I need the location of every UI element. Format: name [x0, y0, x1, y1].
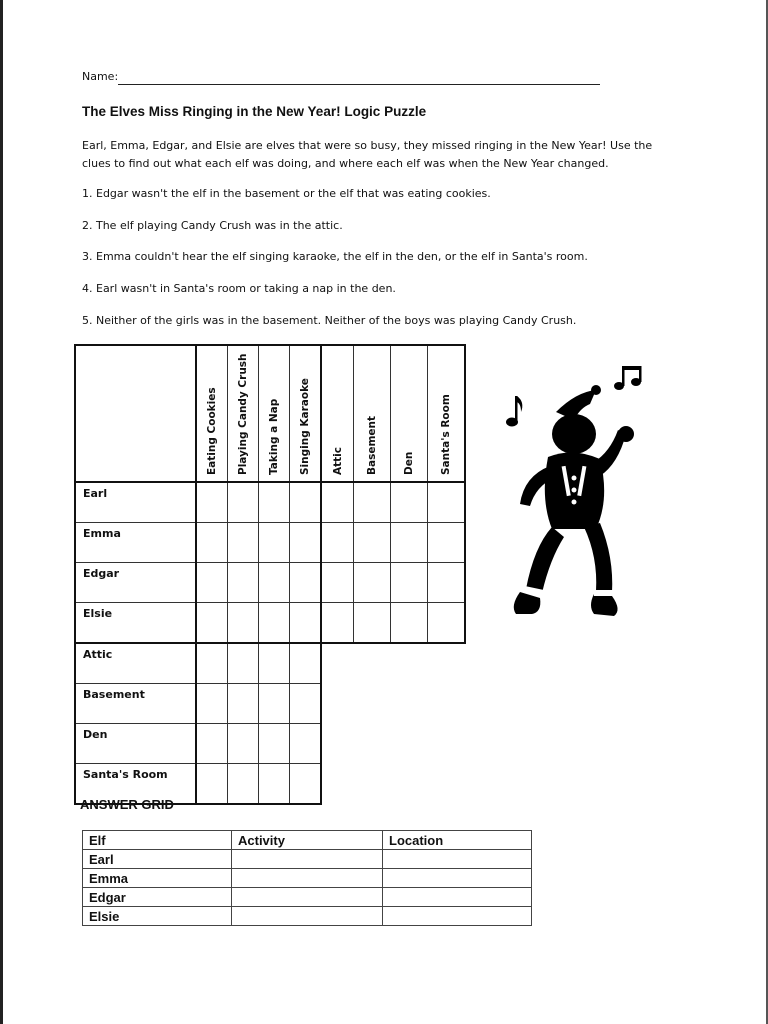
grid-cell[interactable] — [196, 603, 228, 644]
grid-cell[interactable] — [290, 482, 322, 523]
grid-cell[interactable] — [354, 563, 391, 603]
grid-cell[interactable] — [391, 563, 428, 603]
col-singing-karaoke: Singing Karaoke — [290, 345, 322, 482]
grid-corner — [75, 345, 196, 482]
grid-cell[interactable] — [354, 523, 391, 563]
answer-activity-cell[interactable] — [232, 850, 383, 869]
row-edgar: Edgar — [75, 563, 196, 603]
answer-header-location: Location — [383, 831, 532, 850]
grid-cell[interactable] — [428, 563, 466, 603]
grid-cell[interactable] — [290, 603, 322, 644]
intro-paragraph: Earl, Emma, Edgar, and Elsie are elves that were so busy, they missed ringing in the New Year! Use the clues to find out what each elf was doing, and where each elf was when the New Year changed. — [82, 139, 653, 170]
col-taking-a-nap: Taking a Nap — [259, 345, 290, 482]
grid-cell[interactable] — [196, 724, 228, 764]
answer-activity-cell[interactable] — [232, 907, 383, 926]
row-santas-room: Santa's Room — [75, 764, 196, 805]
grid-cell[interactable] — [321, 482, 354, 523]
grid-cell[interactable] — [321, 603, 354, 644]
col-attic: Attic — [321, 345, 354, 482]
logic-grid — [74, 344, 466, 805]
answer-activity-cell[interactable] — [232, 888, 383, 907]
grid-cell[interactable] — [228, 684, 259, 724]
grid-cell[interactable] — [354, 482, 391, 523]
page-edge — [0, 0, 3, 1024]
row-emma: Emma — [75, 523, 196, 563]
answer-location-cell[interactable] — [383, 888, 532, 907]
answer-header-elf: Elf — [83, 831, 232, 850]
grid-cell[interactable] — [321, 523, 354, 563]
answer-row-elf: Elsie — [83, 907, 232, 926]
grid-cell[interactable] — [391, 523, 428, 563]
grid-cell[interactable] — [259, 563, 290, 603]
music-note-icon — [614, 366, 642, 390]
name-label: Name: — [82, 70, 119, 83]
grid-cell[interactable] — [196, 563, 228, 603]
row-elsie: Elsie — [75, 603, 196, 644]
row-basement: Basement — [75, 684, 196, 724]
grid-cell[interactable] — [391, 482, 428, 523]
grid-cell[interactable] — [259, 643, 290, 684]
grid-cell[interactable] — [228, 482, 259, 523]
grid-cell[interactable] — [228, 724, 259, 764]
grid-cell[interactable] — [259, 482, 290, 523]
grid-cell[interactable] — [290, 724, 322, 764]
grid-cell[interactable] — [196, 684, 228, 724]
grid-cell[interactable] — [428, 523, 466, 563]
answer-header-activity: Activity — [232, 831, 383, 850]
clue-2: 2. The elf playing Candy Crush was in the attic. — [82, 219, 343, 232]
grid-cell[interactable] — [290, 684, 322, 724]
grid-cell[interactable] — [259, 684, 290, 724]
col-playing-candy-crush: Playing Candy Crush — [228, 345, 259, 482]
answer-grid — [82, 830, 532, 926]
clue-1: 1. Edgar wasn't the elf in the basement or the elf that was eating cookies. — [82, 187, 491, 200]
grid-cell[interactable] — [228, 764, 259, 805]
grid-cell[interactable] — [290, 764, 322, 805]
col-santas-room: Santa's Room — [428, 345, 466, 482]
grid-cell[interactable] — [428, 482, 466, 523]
grid-cell[interactable] — [228, 643, 259, 684]
grid-cell[interactable] — [259, 523, 290, 563]
dancing-elf-illustration — [486, 362, 646, 652]
answer-location-cell[interactable] — [383, 907, 532, 926]
name-field-line[interactable] — [118, 84, 600, 85]
answer-grid-title: ANSWER GRID — [80, 797, 174, 812]
grid-cell[interactable] — [354, 603, 391, 644]
answer-activity-cell[interactable] — [232, 869, 383, 888]
page-title: The Elves Miss Ringing in the New Year! Logic Puzzle — [82, 104, 427, 119]
grid-cell[interactable] — [290, 643, 322, 684]
grid-cell[interactable] — [290, 563, 322, 603]
clue-3: 3. Emma couldn't hear the elf singing karaoke, the elf in the den, or the elf in Santa's room. — [82, 250, 588, 263]
col-eating-cookies: Eating Cookies — [196, 345, 228, 482]
grid-cell[interactable] — [196, 764, 228, 805]
answer-location-cell[interactable] — [383, 869, 532, 888]
row-attic: Attic — [75, 643, 196, 684]
grid-cell[interactable] — [321, 563, 354, 603]
grid-cell[interactable] — [259, 764, 290, 805]
grid-cell[interactable] — [228, 523, 259, 563]
grid-cell[interactable] — [228, 603, 259, 644]
answer-row-elf: Edgar — [83, 888, 232, 907]
grid-cell[interactable] — [391, 603, 428, 644]
answer-row-elf: Earl — [83, 850, 232, 869]
col-basement: Basement — [354, 345, 391, 482]
grid-cell[interactable] — [196, 482, 228, 523]
answer-row-elf: Emma — [83, 869, 232, 888]
col-den: Den — [391, 345, 428, 482]
clue-4: 4. Earl wasn't in Santa's room or taking a nap in the den. — [82, 282, 396, 295]
answer-location-cell[interactable] — [383, 850, 532, 869]
music-note-icon — [506, 396, 522, 427]
grid-cell[interactable] — [196, 643, 228, 684]
grid-cell[interactable] — [259, 724, 290, 764]
grid-cell[interactable] — [228, 563, 259, 603]
row-den: Den — [75, 724, 196, 764]
grid-cell[interactable] — [196, 523, 228, 563]
grid-cell[interactable] — [290, 523, 322, 563]
grid-cell[interactable] — [259, 603, 290, 644]
grid-cell[interactable] — [428, 603, 466, 644]
clue-5: 5. Neither of the girls was in the basement. Neither of the boys was playing Candy Crush. — [82, 314, 577, 327]
row-earl: Earl — [75, 482, 196, 523]
